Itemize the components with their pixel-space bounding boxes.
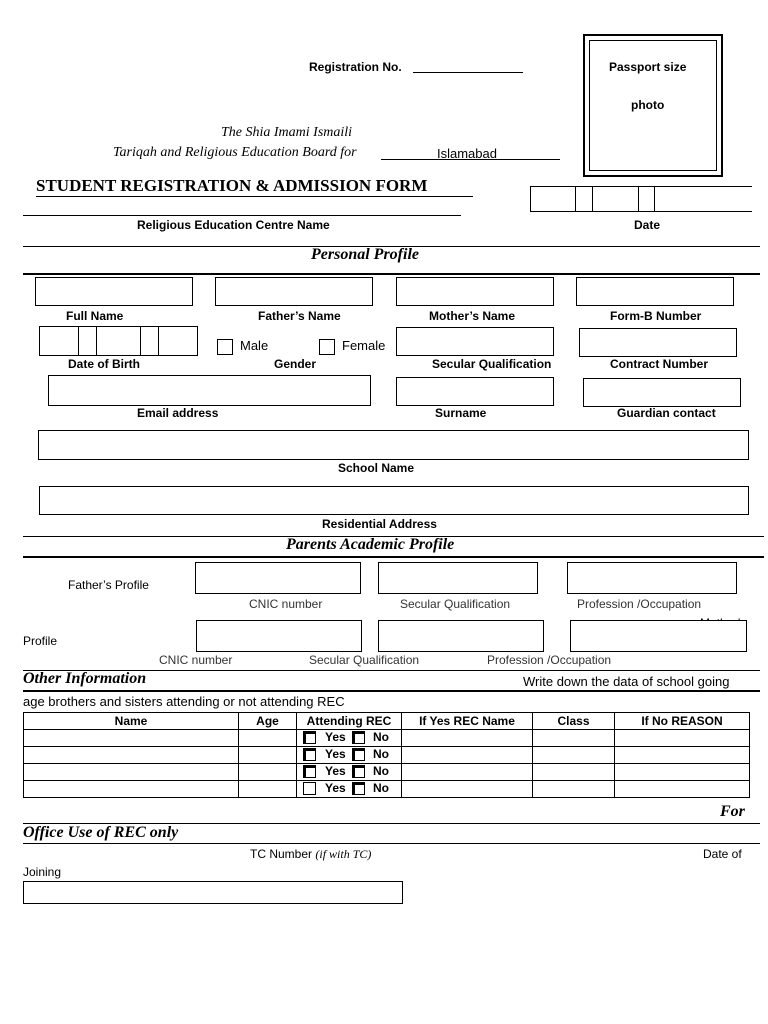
sibling-name-cell[interactable] (24, 764, 239, 781)
father-qualification-label: Secular Qualification (400, 597, 511, 611)
reason-cell[interactable] (615, 747, 750, 764)
secular-qualification-label: Secular Qualification (432, 357, 552, 371)
dob-input-boxes[interactable] (39, 326, 198, 356)
sibling-age-cell[interactable] (239, 730, 297, 747)
sibling-name-cell[interactable] (24, 730, 239, 747)
father-cnic-label: CNIC number (249, 597, 323, 611)
school-name-label: School Name (338, 461, 415, 475)
for-word: For (720, 803, 745, 820)
contract-number-input[interactable] (579, 328, 737, 357)
fathers-name-input[interactable] (215, 277, 373, 306)
divider (23, 690, 760, 692)
yes-checkbox[interactable] (303, 731, 316, 744)
no-label: No (373, 747, 389, 761)
tc-number-input[interactable] (23, 881, 403, 904)
rec-name-cell[interactable] (402, 764, 533, 781)
male-label: Male (240, 338, 269, 353)
fathers-profile-label: Father’s Profile (68, 578, 149, 592)
yes-label: Yes (325, 747, 346, 761)
table-row[interactable] (24, 730, 750, 747)
full-name-input[interactable] (35, 277, 193, 306)
class-cell[interactable] (533, 747, 615, 764)
mother-profession-label: Profession /Occupation (487, 653, 612, 667)
siblings-instruction-part2: age brothers and sisters attending or not attending REC (23, 694, 345, 709)
mother-qualification-input[interactable] (378, 620, 544, 652)
table-row[interactable] (24, 781, 750, 798)
class-cell[interactable] (533, 781, 615, 798)
siblings-instruction-part1: Write down the data of school going (523, 674, 730, 689)
photo-label-line2: photo (631, 98, 665, 112)
form-b-input[interactable] (576, 277, 734, 306)
residential-address-input[interactable] (39, 486, 749, 515)
joining-label: Joining (23, 865, 62, 879)
table-row[interactable] (24, 747, 750, 764)
col-class: Class (533, 713, 615, 730)
siblings-table (23, 712, 750, 798)
form-title: STUDENT REGISTRATION & ADMISSION FORM (36, 176, 428, 195)
female-label: Female (342, 338, 386, 353)
col-name: Name (24, 713, 239, 730)
tc-number-label (250, 847, 371, 862)
mothers-name-input[interactable] (396, 277, 554, 306)
surname-input[interactable] (396, 377, 554, 406)
father-profession-input[interactable] (567, 562, 737, 594)
table-row[interactable] (24, 764, 750, 781)
col-rec-name: If Yes REC Name (402, 713, 533, 730)
school-name-input[interactable] (38, 430, 749, 460)
no-label: No (373, 730, 389, 744)
col-reason: If No REASON (615, 713, 750, 730)
photo-label-line1: Passport size (609, 60, 687, 74)
other-info-title: Other Information (23, 670, 147, 687)
contract-number-label: Contract Number (610, 357, 709, 371)
yes-checkbox[interactable] (303, 782, 316, 795)
centre-name-label: Religious Education Centre Name (137, 218, 330, 232)
divider (23, 273, 760, 275)
reason-cell[interactable] (615, 730, 750, 747)
reason-cell[interactable] (615, 781, 750, 798)
no-label: No (373, 781, 389, 795)
tc-note: (if with TC) (315, 847, 372, 861)
no-checkbox[interactable] (352, 765, 365, 778)
date-of-label: Date of (703, 847, 742, 861)
personal-profile-title: Personal Profile (311, 246, 419, 263)
sibling-name-cell[interactable] (24, 747, 239, 764)
date-entry-boxes[interactable] (530, 186, 752, 212)
col-age: Age (239, 713, 297, 730)
no-checkbox[interactable] (352, 731, 365, 744)
rec-name-cell[interactable] (402, 781, 533, 798)
sibling-age-cell[interactable] (239, 781, 297, 798)
divider (23, 556, 764, 558)
board-line1: The Shia Imami Ismaili (221, 125, 353, 140)
registration-label: Registration No. (309, 60, 402, 74)
full-name-label: Full Name (66, 309, 124, 323)
surname-label: Surname (435, 406, 487, 420)
reason-cell[interactable] (615, 764, 750, 781)
col-attending: Attending REC (297, 713, 402, 730)
sibling-age-cell[interactable] (239, 747, 297, 764)
male-checkbox[interactable] (217, 339, 233, 355)
mother-cnic-label: CNIC number (159, 653, 233, 667)
gender-label: Gender (274, 357, 317, 371)
class-cell[interactable] (533, 730, 615, 747)
yes-checkbox[interactable] (303, 765, 316, 778)
mother-qualification-label: Secular Qualification (309, 653, 420, 667)
father-qualification-input[interactable] (378, 562, 538, 594)
board-line2: Tariqah and Religious Education Board for (113, 145, 357, 160)
yes-label: Yes (325, 764, 346, 778)
office-use-title: Office Use of REC only (23, 824, 179, 841)
residential-address-label: Residential Address (322, 517, 437, 531)
email-input[interactable] (48, 375, 371, 406)
mother-cnic-input[interactable] (196, 620, 362, 652)
dob-label: Date of Birth (68, 357, 140, 371)
board-city: Islamabad (437, 146, 497, 161)
fathers-name-label: Father’s Name (258, 309, 341, 323)
mother-profession-input[interactable] (570, 620, 747, 652)
no-checkbox[interactable] (352, 782, 365, 795)
date-label: Date (634, 218, 661, 232)
yes-checkbox[interactable] (303, 748, 316, 761)
tc-number-text: TC Number (250, 847, 313, 861)
divider (23, 843, 760, 844)
secular-qualification-input[interactable] (396, 327, 554, 356)
guardian-contact-input[interactable] (583, 378, 741, 407)
class-cell[interactable] (533, 764, 615, 781)
title-underline (36, 196, 473, 197)
female-checkbox[interactable] (319, 339, 335, 355)
rec-name-cell[interactable] (402, 730, 533, 747)
yes-label: Yes (325, 730, 346, 744)
form-b-label: Form-B Number (610, 309, 702, 323)
father-cnic-input[interactable] (195, 562, 361, 594)
no-label: No (373, 764, 389, 778)
guardian-contact-label: Guardian contact (617, 406, 716, 420)
father-profession-label: Profession /Occupation (577, 597, 702, 611)
parents-profile-title: Parents Academic Profile (286, 536, 455, 553)
table-header-row (24, 713, 750, 730)
registration-number-field[interactable] (413, 72, 523, 73)
passport-photo-frame (583, 34, 723, 177)
sibling-age-cell[interactable] (239, 764, 297, 781)
email-label: Email address (137, 406, 219, 420)
mothers-name-label: Mother’s Name (429, 309, 516, 323)
rec-name-cell[interactable] (402, 747, 533, 764)
sibling-name-cell[interactable] (24, 781, 239, 798)
profile-word: Profile (23, 634, 58, 648)
no-checkbox[interactable] (352, 748, 365, 761)
centre-name-field[interactable] (23, 215, 461, 216)
yes-label: Yes (325, 781, 346, 795)
